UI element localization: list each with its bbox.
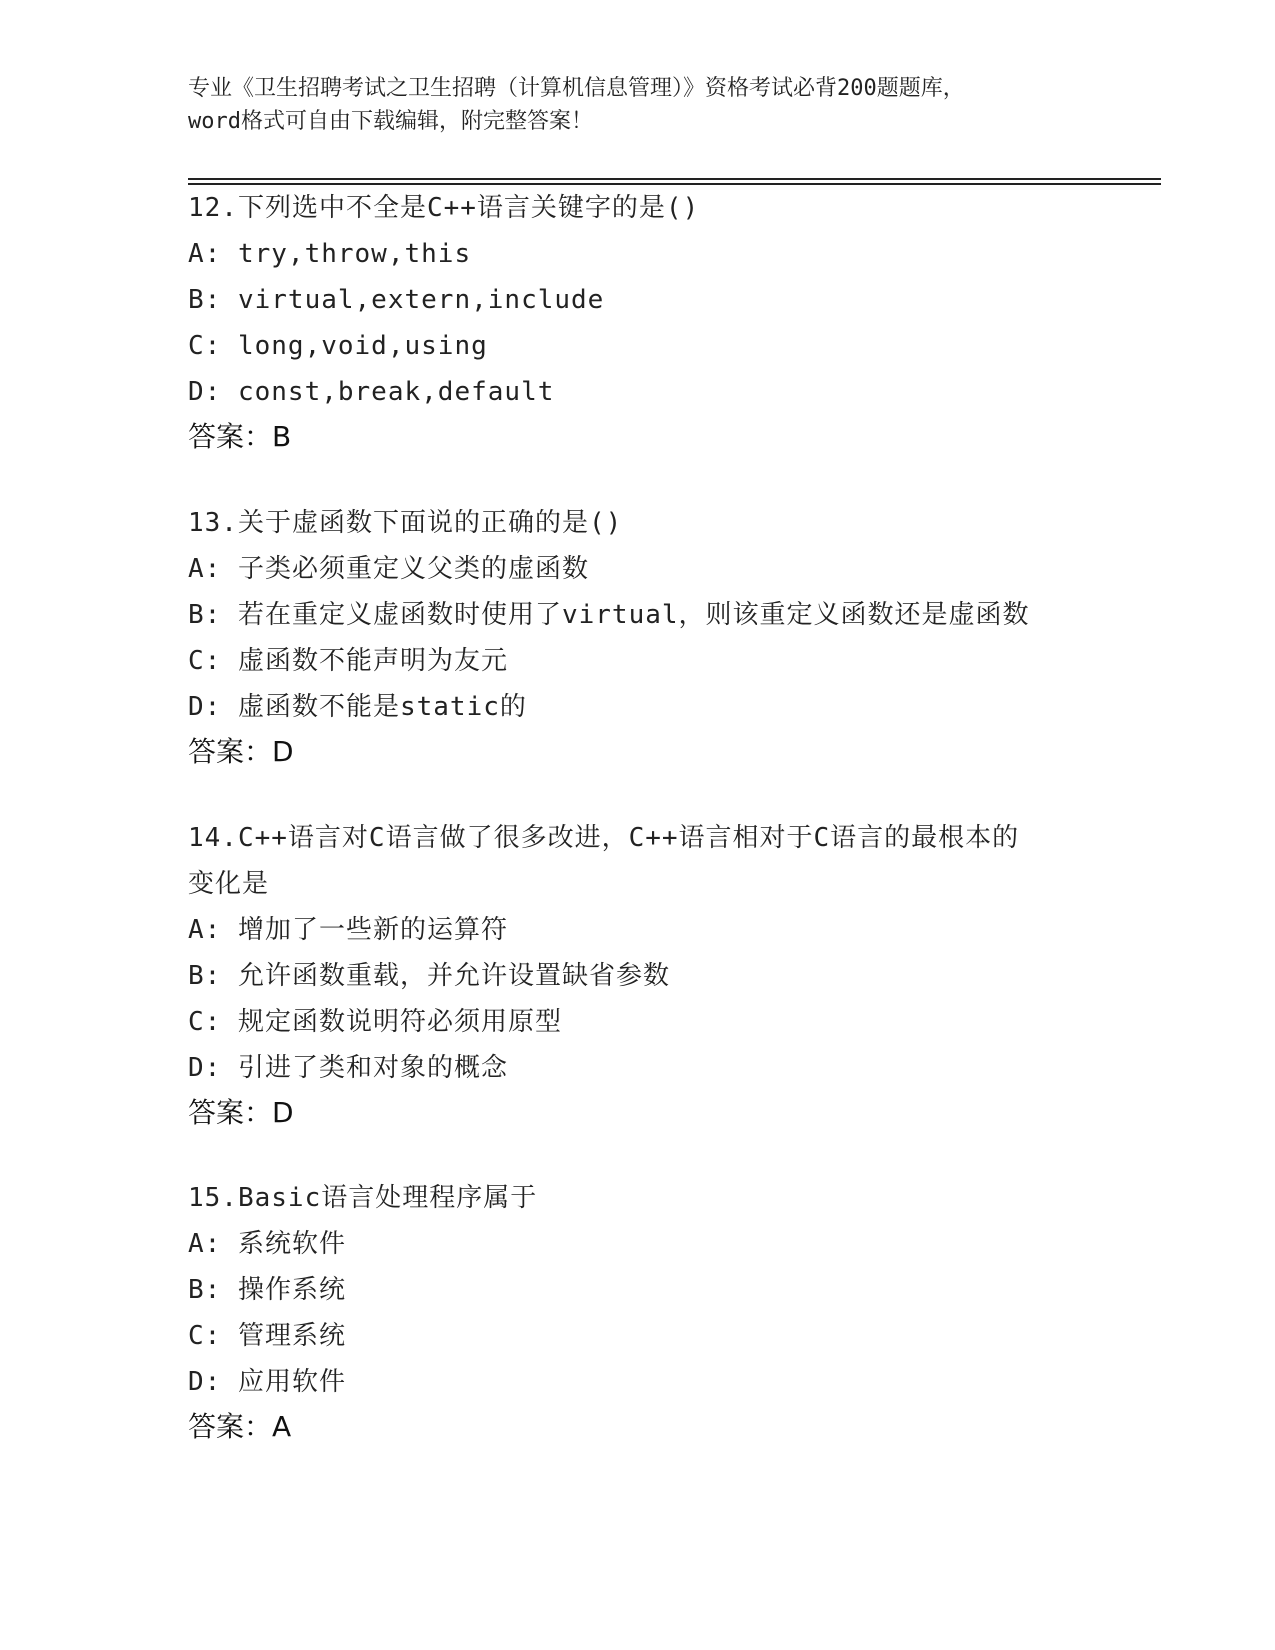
question-stem: 12.下列选中不全是C++语言关键字的是() xyxy=(188,193,700,223)
answer-label: 答案：A xyxy=(188,1410,292,1443)
option-a: A: 系统软件 xyxy=(188,1229,346,1259)
option-b: B: 若在重定义虚函数时使用了virtual，则该重定义函数还是虚函数 xyxy=(188,600,1030,630)
header-title-line-2: word格式可自由下载编辑，附完整答案！ xyxy=(188,109,593,134)
question-stem: 13.关于虚函数下面说的正确的是() xyxy=(188,508,623,538)
question-13 xyxy=(188,500,1088,774)
answer-label: 答案：D xyxy=(188,1096,294,1129)
option-a: A: try,throw,this xyxy=(188,239,472,269)
option-d: D: 应用软件 xyxy=(188,1367,346,1397)
option-b: B: 操作系统 xyxy=(188,1275,346,1305)
question-stem-line-2: 变化是 xyxy=(188,869,270,899)
option-c: C: 虚函数不能声明为友元 xyxy=(188,646,508,676)
document-header xyxy=(188,72,1088,138)
answer-label: 答案：D xyxy=(188,735,294,768)
option-d: D: 虚函数不能是static的 xyxy=(188,692,527,722)
option-c: C: long,void,using xyxy=(188,331,488,361)
option-b: B: 允许函数重载，并允许设置缺省参数 xyxy=(188,961,670,991)
question-15 xyxy=(188,1175,1088,1449)
option-d: D: 引进了类和对象的概念 xyxy=(188,1053,508,1083)
header-divider-top xyxy=(188,178,1161,180)
option-a: A: 增加了一些新的运算符 xyxy=(188,915,508,945)
option-d: D: const,break,default xyxy=(188,377,555,407)
option-b: B: virtual,extern,include xyxy=(188,285,605,315)
option-c: C: 规定函数说明符必须用原型 xyxy=(188,1007,562,1037)
option-c: C: 管理系统 xyxy=(188,1321,346,1351)
answer-label: 答案：B xyxy=(188,420,292,453)
question-stem: 15.Basic语言处理程序属于 xyxy=(188,1183,538,1213)
question-stem-line-1: 14.C++语言对C语言做了很多改进，C++语言相对于C语言的最根本的 xyxy=(188,823,1020,853)
question-14 xyxy=(188,815,1088,1135)
option-a: A: 子类必须重定义父类的虚函数 xyxy=(188,554,589,584)
header-title-line-1: 专业《卫生招聘考试之卫生招聘（计算机信息管理）》资格考试必背200题题库， xyxy=(188,76,965,101)
question-12 xyxy=(188,185,1088,459)
